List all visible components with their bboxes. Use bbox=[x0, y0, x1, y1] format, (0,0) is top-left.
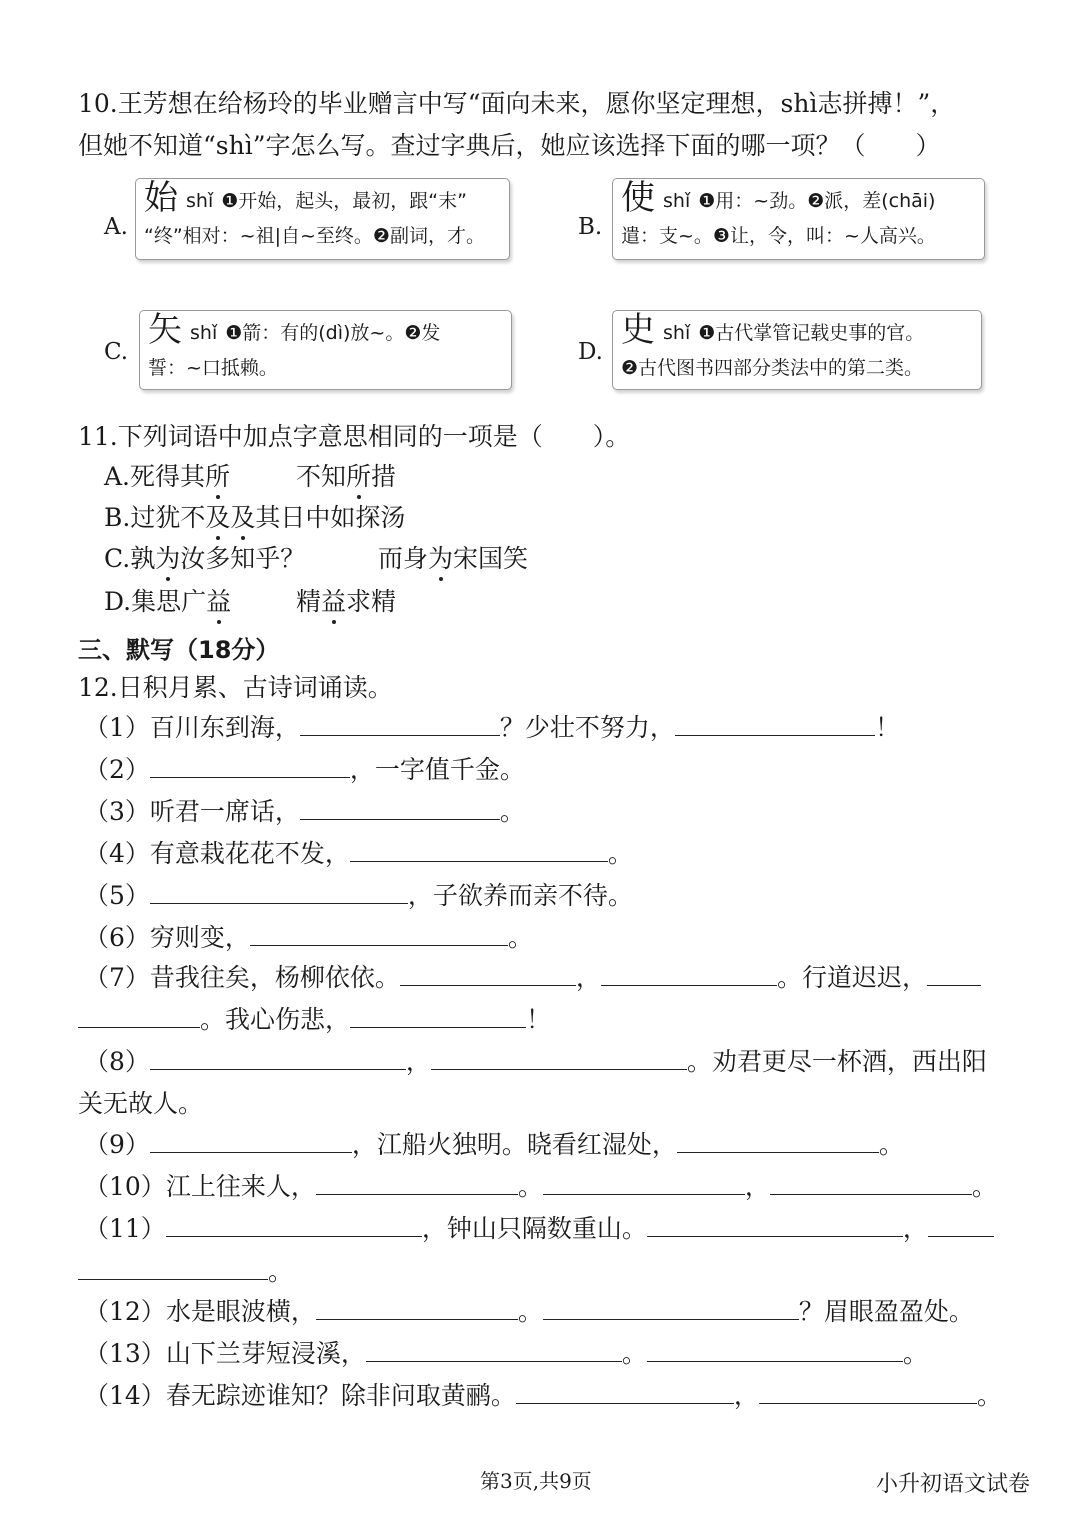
answer-blank[interactable] bbox=[350, 839, 608, 862]
answer-blank[interactable] bbox=[675, 713, 875, 736]
word-text: 不知 bbox=[296, 462, 347, 491]
q10-stem-line1: 10.王芳想在给杨玲的毕业赠言中写“面向未来，愿你坚定理想，shì志拼搏！”， bbox=[78, 89, 956, 118]
entry-definition-1: ❶开始，起头，最初，跟“末” bbox=[221, 190, 467, 212]
q10-option-b-letter[interactable]: B. bbox=[578, 214, 603, 240]
word-text: 孰 bbox=[130, 544, 156, 573]
dotted-char: 所 bbox=[205, 462, 231, 491]
q11-stem: 11.下列词语中加点字意思相同的一项是（ ）。 bbox=[78, 422, 631, 451]
entry-character: 使 bbox=[621, 178, 655, 218]
word-text: 措 bbox=[371, 462, 397, 491]
entry-definition-2: “终”相对：~祖|自~至终。❷副词，才。 bbox=[144, 225, 485, 247]
answer-blank[interactable] bbox=[78, 1257, 268, 1280]
page-number: 第3页,共9页 bbox=[480, 1469, 592, 1493]
q12-item-11: （11） ，钟山只隔数重山。 ， bbox=[84, 1213, 994, 1245]
q12-item-6: （6）穷则变， 。 bbox=[84, 923, 533, 952]
answer-blank[interactable] bbox=[677, 1130, 879, 1153]
dotted-char: 为 bbox=[155, 544, 181, 573]
word-text: 死得其 bbox=[130, 462, 206, 491]
word-text: 汝多知乎？ bbox=[180, 544, 306, 573]
q12-item-2: （2） ，一字值千金。 bbox=[84, 755, 525, 784]
answer-blank[interactable] bbox=[150, 755, 350, 778]
entry-pinyin: shǐ bbox=[663, 322, 691, 344]
q12-item-5: （5） ，子欲养而亲不待。 bbox=[84, 881, 633, 910]
q10-option-c-dictionary-entry[interactable] bbox=[139, 310, 512, 390]
answer-blank[interactable] bbox=[150, 1047, 406, 1070]
q12-item-8: （8） ， 。劝君更尽一杯酒，西出阳 bbox=[84, 1047, 987, 1076]
answer-blank[interactable] bbox=[927, 963, 981, 986]
dotted-char: 益 bbox=[321, 587, 347, 616]
section-heading: 三、默写（18分） bbox=[78, 636, 280, 664]
dotted-char: 及 bbox=[230, 503, 256, 532]
answer-blank[interactable] bbox=[166, 1214, 422, 1237]
answer-blank[interactable] bbox=[431, 1047, 687, 1070]
entry-character: 矢 bbox=[148, 310, 182, 350]
answer-blank[interactable] bbox=[759, 1381, 977, 1404]
word-text: 其日中如探汤 bbox=[255, 503, 406, 532]
entry-character: 始 bbox=[144, 178, 178, 218]
q11-option-a[interactable] bbox=[104, 461, 397, 493]
entry-pinyin: shǐ bbox=[663, 190, 691, 212]
answer-blank[interactable] bbox=[150, 1130, 352, 1153]
answer-blank[interactable] bbox=[601, 963, 777, 986]
entry-character: 史 bbox=[621, 310, 655, 350]
q10-stem-line2: 但她不知道“shì”字怎么写。查过字典后，她应该选择下面的哪一项？（ ） bbox=[78, 131, 941, 160]
q11-option-b[interactable] bbox=[104, 502, 405, 534]
answer-blank[interactable] bbox=[300, 713, 500, 736]
option-letter: B. bbox=[104, 503, 131, 532]
entry-pinyin: shǐ bbox=[186, 190, 214, 212]
q12-item-13: （13）山下兰芽短浸溪， 。 。 bbox=[84, 1339, 928, 1368]
entry-definition-1: ❶箭：有的(dì)放~。❷发 bbox=[225, 322, 441, 344]
word-text: 过犹不 bbox=[130, 503, 206, 532]
entry-definition-1: ❶用：~劲。❷派，差(chāi) bbox=[698, 190, 936, 212]
paper-title: 小升初语文试卷 bbox=[876, 1472, 1031, 1497]
q12-item-10: （10）江上往来人， 。 ， 。 bbox=[84, 1172, 997, 1201]
answer-blank[interactable] bbox=[350, 1005, 526, 1028]
q12-item-4: （4）有意栽花花不发， 。 bbox=[84, 839, 633, 868]
option-letter: A. bbox=[104, 462, 131, 491]
q11-option-d[interactable] bbox=[104, 586, 397, 618]
answer-blank[interactable] bbox=[78, 1005, 200, 1028]
q12-item-14: （14）春无踪迹谁知？除非问取黄鹂。 ， 。 bbox=[84, 1381, 1002, 1410]
option-letter: C. bbox=[104, 544, 131, 573]
q10-option-d-dictionary-entry[interactable] bbox=[612, 310, 982, 390]
entry-pinyin: shǐ bbox=[190, 322, 218, 344]
answer-blank[interactable] bbox=[400, 963, 576, 986]
q10-option-a-dictionary-entry[interactable] bbox=[135, 178, 510, 260]
answer-blank[interactable] bbox=[543, 1297, 799, 1320]
q10-option-b-dictionary-entry[interactable] bbox=[612, 178, 985, 260]
word-text: 精 bbox=[296, 587, 322, 616]
q12-item-8-continued: 关无故人。 bbox=[78, 1089, 204, 1118]
answer-blank[interactable] bbox=[150, 881, 408, 904]
entry-definition-2: ❷古代图书四部分类法中的第二类。 bbox=[621, 357, 924, 379]
q12-stem: 12.日积月累、古诗词诵读。 bbox=[78, 673, 393, 702]
word-text: 宋国笑 bbox=[453, 544, 529, 573]
answer-blank[interactable] bbox=[647, 1339, 903, 1362]
entry-definition-2: 遣：支~。❸让，令，叫：~人高兴。 bbox=[621, 225, 936, 247]
q12-item-1: （1）百川东到海， ？少壮不努力， ！ bbox=[84, 713, 900, 742]
q11-option-c[interactable] bbox=[104, 543, 529, 575]
word-text: 求精 bbox=[346, 587, 397, 616]
answer-blank[interactable] bbox=[250, 923, 508, 946]
q10-option-c-letter[interactable]: C. bbox=[104, 339, 129, 365]
q12-item-9: （9） ，江船火独明。晓看红湿处， 。 bbox=[84, 1130, 904, 1159]
answer-blank[interactable] bbox=[316, 1172, 518, 1195]
option-letter: D. bbox=[104, 587, 132, 616]
dotted-char: 所 bbox=[346, 462, 372, 491]
word-text: 集思广 bbox=[131, 587, 207, 616]
answer-blank[interactable] bbox=[516, 1381, 734, 1404]
answer-blank[interactable] bbox=[366, 1339, 622, 1362]
entry-definition-2: 誓：~口抵赖。 bbox=[148, 357, 278, 379]
q12-item-11-continued: 。 bbox=[78, 1256, 293, 1288]
answer-blank[interactable] bbox=[928, 1214, 994, 1237]
entry-definition-1: ❶古代掌管记载史事的官。 bbox=[698, 322, 925, 344]
q12-item-3: （3）听君一席话， 。 bbox=[84, 797, 525, 826]
answer-blank[interactable] bbox=[647, 1214, 903, 1237]
q10-option-d-letter[interactable]: D. bbox=[578, 339, 603, 365]
dotted-char: 为 bbox=[428, 544, 454, 573]
q10-option-a-letter[interactable]: A. bbox=[104, 214, 128, 240]
answer-blank[interactable] bbox=[543, 1172, 745, 1195]
dotted-char: 及 bbox=[205, 503, 231, 532]
word-text: 而身 bbox=[378, 544, 429, 573]
answer-blank[interactable] bbox=[300, 797, 500, 820]
dotted-char: 益 bbox=[206, 587, 232, 616]
q12-item-12: （12）水是眼波横， 。 ？眉眼盈盈处。 bbox=[84, 1297, 974, 1326]
answer-blank[interactable] bbox=[316, 1297, 518, 1320]
q12-item-7: （7）昔我往矣，杨柳依依。 ， 。行道迟迟， bbox=[84, 962, 981, 994]
answer-blank[interactable] bbox=[770, 1172, 972, 1195]
q12-item-7-continued: 。我心伤悲， ！ bbox=[78, 1004, 551, 1036]
